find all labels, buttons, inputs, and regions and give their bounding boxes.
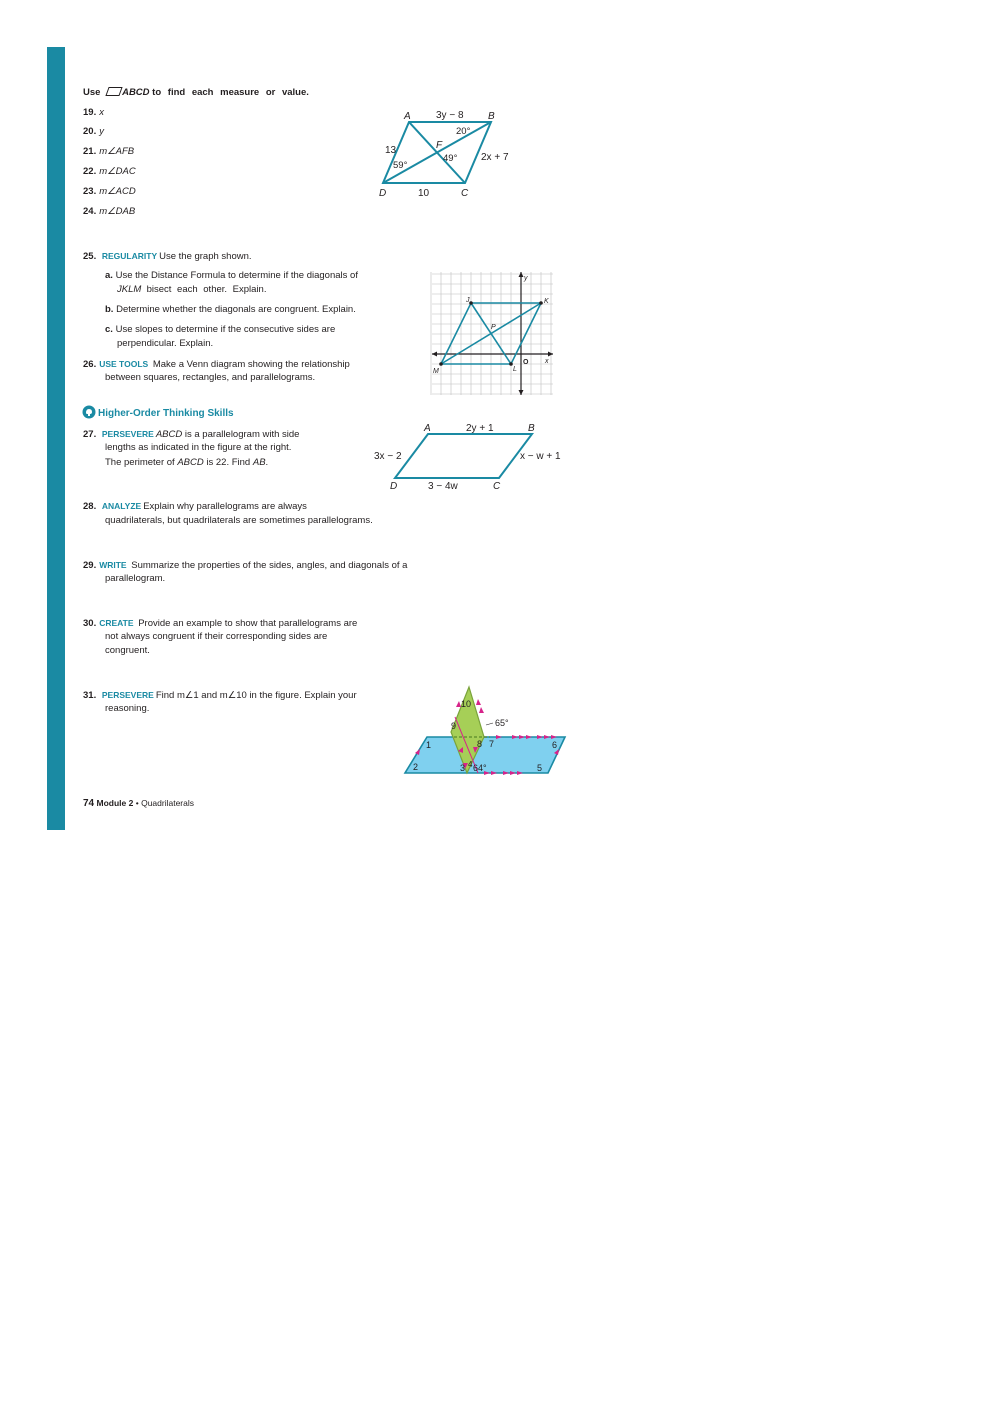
brain-icon: [82, 405, 96, 419]
problem-25b: b. Determine whether the diagonals are congruent. Explain.: [105, 304, 356, 315]
side-bottom-label: 10: [418, 188, 430, 199]
problem-28-line2: quadrilaterals, but quadrilaterals are sometimes parallelograms.: [105, 515, 373, 526]
angle-2-label: 2: [413, 762, 419, 772]
arrow-mark-icon: [476, 699, 481, 705]
figure-31-planes: [400, 683, 575, 778]
parallelogram-27-outline: [395, 434, 532, 478]
problem-29-line1: 29. WRITE Summarize the properties of the sides, angles, and diagonals of a: [83, 560, 408, 571]
point-k-label: K: [544, 298, 549, 305]
vertex-b-label: B: [488, 111, 495, 122]
side-right-label: 2x + 7: [481, 152, 509, 163]
arrow-x-right-icon: [548, 352, 553, 357]
angle-59-label: 59°: [393, 160, 408, 171]
problem-31-line2: reasoning.: [105, 703, 150, 714]
hots-heading: Higher-Order Thinking Skills: [82, 405, 234, 419]
side-top-label: 2y + 1: [466, 423, 494, 434]
origin-label: O: [523, 359, 529, 366]
vertex-c-label: C: [493, 481, 501, 492]
problem-25c-line2: perpendicular. Explain.: [117, 338, 214, 349]
side-top-label: 3y − 8: [436, 110, 464, 121]
angle-8-label: 8: [477, 739, 483, 749]
angle-4-label: 4: [468, 760, 473, 769]
angle-7-label: 7: [489, 739, 495, 749]
intro-line: Use ABCD to find each measure or value.: [83, 87, 309, 98]
point-l-label: L: [513, 366, 517, 373]
problem-30-line1: 30. CREATE Provide an example to show that parallelograms are: [83, 618, 358, 629]
angle-6-label: 6: [552, 740, 558, 750]
x-axis-label: x: [545, 358, 549, 365]
point-j-dot: [469, 301, 473, 305]
parallelogram-symbol-icon: [105, 87, 122, 96]
problem-30-line3: congruent.: [105, 645, 150, 656]
point-k-dot: [539, 301, 543, 305]
angle-49-label: 49°: [443, 153, 458, 164]
point-m-dot: [439, 362, 443, 366]
module-title: Quadrilaterals: [141, 798, 194, 808]
vertex-a-label: A: [404, 111, 411, 122]
angle-3-label: 3: [460, 763, 466, 773]
side-left-label: 3x − 2: [374, 451, 402, 462]
problem-27-line2: lengths as indicated in the figure at the right.: [105, 442, 292, 453]
angle-9-label: 9: [451, 721, 457, 731]
arrow-x-left-icon: [432, 352, 437, 357]
problem-31-line1: 31. PERSEVERE Find m∠1 and m∠10 in the figure. Explain your: [83, 690, 357, 701]
problem-20: 20. y: [83, 126, 104, 137]
vertex-c-label: C: [461, 188, 469, 199]
coordinate-graph-jklm: [432, 272, 554, 396]
vertex-a-label: A: [424, 423, 431, 434]
angle-10-label: 10: [461, 699, 472, 709]
angle-1-label: 1: [426, 740, 432, 750]
angle-65-leader: [486, 723, 493, 725]
angle-20-label: 20°: [456, 126, 471, 137]
angle-5-label: 5: [537, 763, 543, 773]
problem-29-line2: parallelogram.: [105, 573, 166, 584]
parallelogram-27-figure: [370, 420, 570, 495]
diagonal-bd: [383, 122, 491, 183]
page-number: 74: [83, 798, 95, 809]
arrow-y-up-icon: [519, 272, 524, 277]
y-axis-label: y: [524, 275, 528, 282]
page-footer: [83, 798, 194, 809]
point-m-label: M: [433, 368, 439, 375]
footer-separator: •: [135, 798, 139, 808]
parallelogram-abcd-figure: [370, 105, 540, 200]
problem-24: 24. m∠DAB: [83, 206, 136, 217]
problem-25c-line1: c. Use slopes to determine if the consecutive sides are: [105, 324, 336, 335]
vertex-d-label: D: [390, 481, 398, 492]
module-label: Module 2: [96, 798, 134, 808]
vertex-b-label: B: [528, 423, 535, 434]
point-f-label: F: [436, 140, 443, 151]
problem-22: 22. m∠DAC: [83, 166, 136, 177]
problem-25a-line1: a. Use the Distance Formula to determine if the diagonals of: [105, 270, 358, 281]
arrow-mark-icon: [479, 707, 484, 713]
problem-21: 21. m∠AFB: [83, 146, 135, 157]
angle-65-label: 65°: [495, 718, 509, 728]
side-left-label: 13: [385, 145, 397, 156]
problem-25: 25. REGULARITY Use the graph shown.: [83, 251, 252, 262]
point-j-label: J: [466, 297, 470, 304]
side-bottom-label: 3 − 4w: [428, 481, 458, 492]
problem-23: 23. m∠ACD: [83, 186, 136, 197]
problem-27-line1: 27. PERSEVERE ABCD is a parallelogram with side: [83, 429, 300, 440]
problem-26-line2: between squares, rectangles, and parallelograms.: [105, 372, 316, 383]
problem-26-line1: 26. USE TOOLS Make a Venn diagram showing the relationship: [83, 359, 350, 370]
problem-27-line3: The perimeter of ABCD is 22. Find AB.: [105, 457, 269, 468]
side-right-label: x − w + 1: [520, 451, 561, 462]
problem-28-line1: 28. ANALYZE Explain why parallelograms are always: [83, 501, 307, 512]
point-p-label: P: [491, 324, 496, 331]
angle-64-label: 64°: [473, 763, 487, 773]
problem-25a-line2: JKLM bisect each other. Explain.: [117, 284, 267, 295]
vertex-d-label: D: [379, 188, 387, 199]
problem-30-line2: not always congruent if their corresponding sides are: [105, 631, 328, 642]
problem-19: 19. x: [83, 107, 104, 118]
